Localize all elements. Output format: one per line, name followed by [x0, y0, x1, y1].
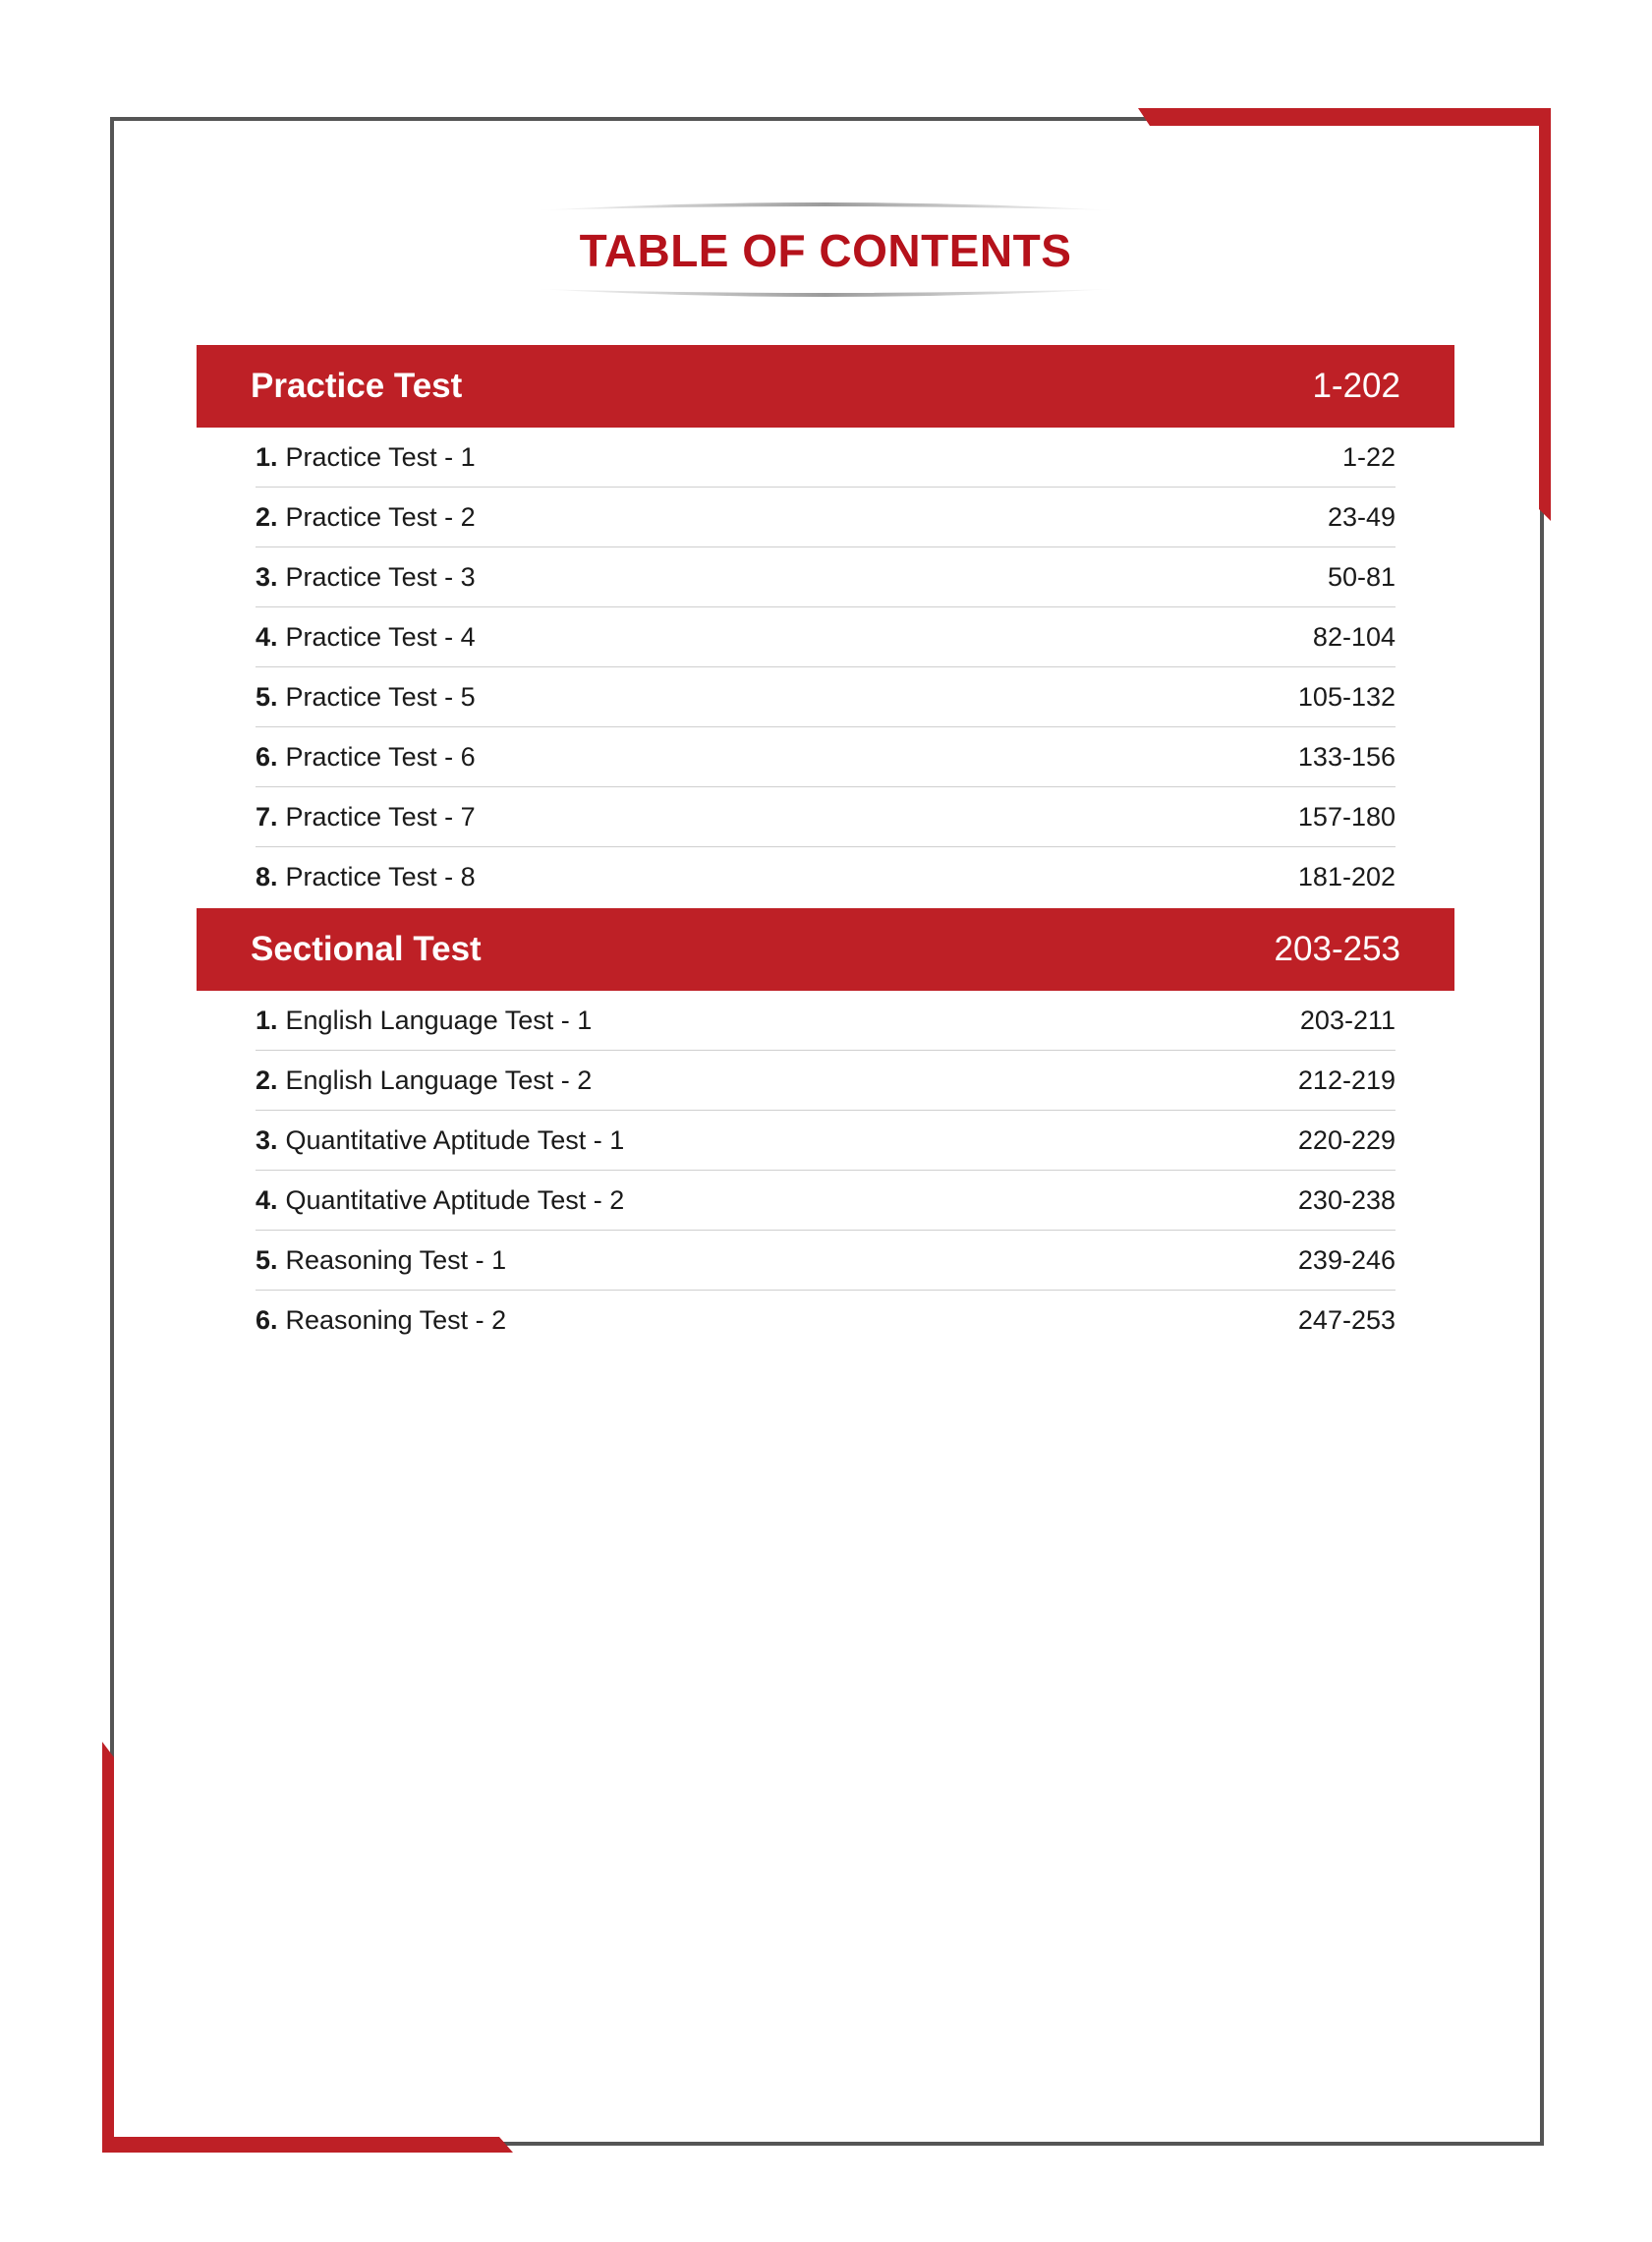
entry-label: Reasoning Test - 2 [285, 1305, 507, 1335]
section-title: Practice Test [251, 367, 463, 405]
toc-entry[interactable] [256, 428, 1396, 488]
entry-label: Practice Test - 6 [285, 741, 476, 772]
section-sectional-test [197, 908, 1454, 1351]
entry-pages: 82-104 [1312, 621, 1396, 652]
toc-entry[interactable] [256, 727, 1396, 787]
page-title: TABLE OF CONTENTS [579, 225, 1072, 276]
entry-number: 3. [256, 561, 278, 592]
section-page-range: 1-202 [1312, 367, 1400, 405]
entry-pages: 23-49 [1327, 501, 1396, 532]
entry-label: Practice Test - 4 [285, 621, 476, 652]
entry-number: 6. [256, 741, 278, 772]
entry-number: 6. [256, 1305, 278, 1335]
entry-label: Practice Test - 2 [285, 501, 476, 532]
toc-entry[interactable] [256, 667, 1396, 727]
entry-label: Reasoning Test - 1 [285, 1244, 507, 1275]
entry-label: English Language Test - 1 [285, 1005, 593, 1035]
toc-entry[interactable] [256, 1051, 1396, 1111]
toc-entry[interactable] [256, 488, 1396, 547]
entry-number: 7. [256, 801, 278, 832]
toc-entry[interactable] [256, 991, 1396, 1051]
section-header [197, 345, 1454, 428]
entry-pages: 247-253 [1297, 1305, 1396, 1335]
entry-label: Quantitative Aptitude Test - 1 [285, 1124, 625, 1155]
entry-pages: 230-238 [1297, 1184, 1396, 1215]
entry-number: 2. [256, 1064, 278, 1095]
entry-label: Practice Test - 3 [285, 561, 476, 592]
entry-label: Practice Test - 8 [285, 862, 476, 891]
entry-pages: 203-211 [1299, 1005, 1396, 1035]
entry-label: Practice Test - 7 [285, 801, 476, 832]
toc-title-block [531, 197, 1120, 305]
toc-entry[interactable] [256, 1291, 1396, 1351]
entry-label: Practice Test - 5 [285, 681, 476, 712]
section-header [197, 908, 1454, 991]
entry-pages: 212-219 [1297, 1064, 1396, 1095]
entry-pages: 1-22 [1341, 441, 1396, 472]
toc-entry[interactable] [256, 1231, 1396, 1291]
section-practice-test [197, 345, 1454, 907]
entry-number: 5. [256, 681, 278, 712]
entry-pages: 239-246 [1297, 1244, 1396, 1275]
entry-number: 1. [256, 1005, 278, 1035]
entry-pages: 105-132 [1297, 681, 1396, 712]
section-page-range: 203-253 [1274, 930, 1400, 968]
entry-pages: 220-229 [1297, 1124, 1396, 1155]
entry-label: Quantitative Aptitude Test - 2 [285, 1184, 625, 1215]
toc-list [256, 991, 1396, 1351]
toc-entry[interactable] [256, 787, 1396, 847]
entry-number: 2. [256, 501, 278, 532]
toc-entry[interactable] [256, 547, 1396, 607]
toc-entry[interactable] [256, 607, 1396, 667]
entry-number: 8. [256, 862, 278, 891]
entry-pages: 157-180 [1297, 801, 1396, 832]
entry-label: Practice Test - 1 [285, 441, 476, 472]
toc-list [256, 428, 1396, 907]
entry-pages: 133-156 [1297, 741, 1396, 772]
toc-entry[interactable] [256, 1171, 1396, 1231]
entry-pages: 50-81 [1327, 561, 1396, 592]
entry-number: 5. [256, 1244, 278, 1275]
entry-label: English Language Test - 2 [285, 1064, 593, 1095]
entry-number: 1. [256, 441, 278, 472]
entry-number: 4. [256, 621, 278, 652]
entry-number: 4. [256, 1184, 278, 1215]
toc-entry[interactable] [256, 847, 1396, 907]
section-title: Sectional Test [251, 930, 482, 968]
entry-pages: 181-202 [1297, 862, 1396, 891]
entry-number: 3. [256, 1124, 278, 1155]
toc-entry[interactable] [256, 1111, 1396, 1171]
